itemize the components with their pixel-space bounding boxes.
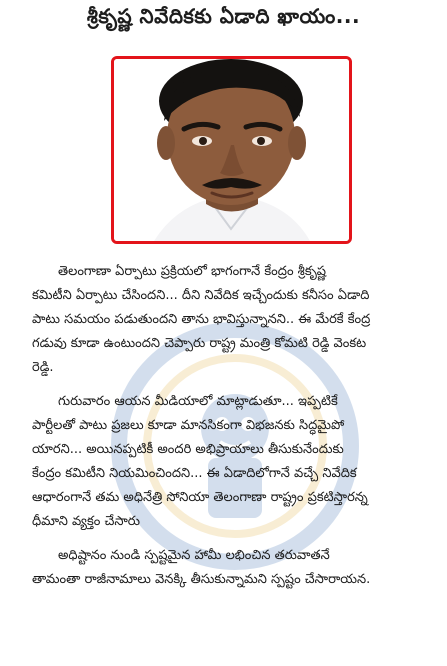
article-line: ధీమాని వ్యక్తం చేసారు [32, 514, 141, 529]
portrait-image [114, 59, 349, 241]
headline: శ్రీకృష్ణ నివేదికకు ఏడాది ఖాయం... [86, 4, 361, 28]
article-line: పాటు సమయం పడుతుందని తాను భావిస్తున్నానని.. ఈ మేరకే కేంద్ర [32, 312, 371, 327]
article-line: రెడ్డి. [32, 360, 54, 375]
article-line: కమిటీని ఏర్పాటు చేసిందని... దీని నివేదిక ఇచ్చేందుకు కనీసం ఏడాది [32, 288, 370, 303]
article-line: తెలంగాణా ఏర్పాటు ప్రక్రియలో భాగంగానే కేంద్రం శ్రీకృష్ణ [58, 264, 327, 279]
paragraph-2 [32, 390, 439, 534]
article-line: పార్టీలతో పాటు ప్రజలు కూడా మానసికంగా విభజనకు సిద్ధమైపో [32, 418, 345, 433]
article-line: కేంద్రం కమిటీని నియమించిందని... ఈ ఏడాదిలోగానే వచ్చే నివేదిక [32, 466, 357, 481]
article-body [32, 260, 439, 592]
paragraph-1 [32, 260, 439, 380]
article-line: అధిష్టానం నుండి స్పష్టమైన హామీ లభించిన తరువాతనే [58, 548, 330, 563]
article-line: తామంతా రాజీనామాలు వెనక్కి తీసుకున్నామని స్పష్టం చేసారాయన. [32, 572, 371, 587]
article-line: ఆధారంగానే తమ అధినేత్రి సోనియా తెలంగాణా రాష్ట్రం ప్రకటిస్తారన్న [32, 490, 368, 505]
paragraph-3 [32, 544, 439, 592]
article-line: గురువారం ఆయన మీడియాలో మాట్లాడుతూ... ఇప్పటికే [58, 394, 338, 409]
portrait-photo [111, 56, 352, 244]
article-line: గడువు కూడా ఉంటుందని చెప్పారు రాష్ట్ర మంత్రి కోమటి రెడ్డి వెంకట [32, 336, 367, 351]
article-line: యారని... అయినప్పటికీ అందరి అభిప్రాయాలు తీసుకునేందుకు [32, 442, 344, 457]
